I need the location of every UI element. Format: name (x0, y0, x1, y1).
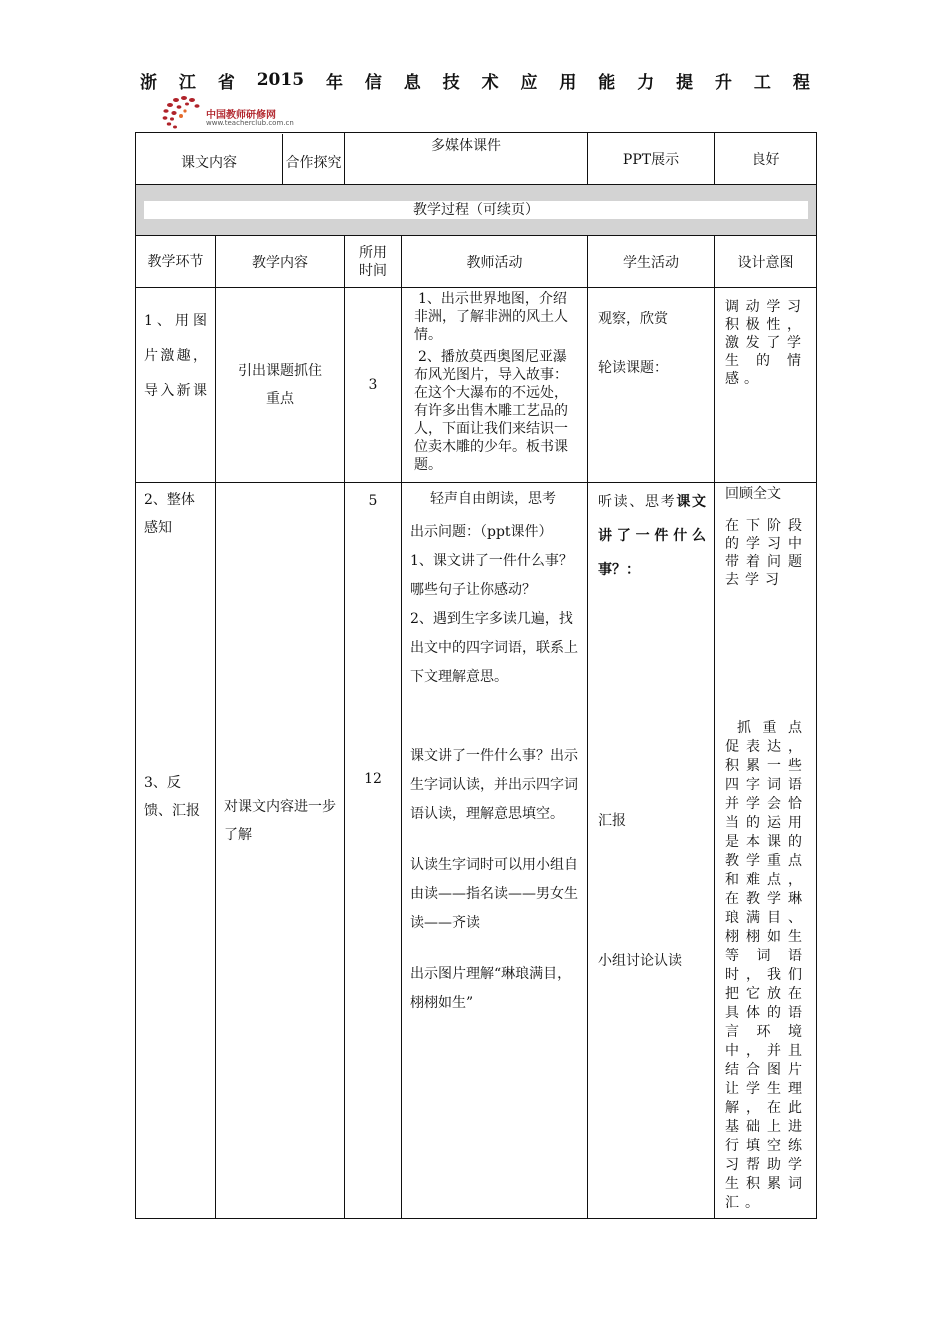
content-text: 对课文内容进一步了解 (224, 799, 336, 843)
content-cell (216, 483, 345, 1219)
col-header-teacher: 教师活动 (402, 236, 588, 288)
logo-text-en: www.teacherclub.com.cn (206, 119, 294, 127)
resource-content-label: 课文内容 (136, 134, 283, 184)
resource-media-label: 多媒体课件 (431, 138, 501, 154)
logo-flower-icon (160, 92, 208, 130)
title-char: 程 (792, 72, 810, 93)
teacher-text: 轻声自由朗读，思考 (430, 491, 556, 507)
title-char: 术 (481, 72, 499, 93)
table-row (136, 483, 817, 1219)
process-band-row (136, 185, 817, 236)
title-char: 息 (403, 72, 421, 93)
resource-result-label: 良好 (715, 133, 817, 185)
col-header-student: 学生活动 (588, 236, 715, 288)
title-char: 提 (676, 72, 694, 93)
title-char: 技 (442, 72, 460, 93)
col-header-content: 教学内容 (216, 236, 345, 288)
content-cell: 引出课题抓住重点 (216, 288, 345, 483)
teacher-text: 2、播放莫西奥图尼亚瀑布风光图片，导入故事：在这个大瀑布的不远处，有许多出售木雕工艺品的人，下面让我们来结识一位卖木雕的少年。板书课题。 (414, 349, 568, 473)
process-band (136, 185, 817, 236)
process-band-label: 教学过程（可续页） (144, 201, 808, 219)
resource-method-label: 合作探究 (285, 154, 342, 171)
title-char: 信 (364, 72, 382, 93)
title-char: 能 (598, 72, 616, 93)
stage-text: 3、反馈、汇报 (144, 775, 200, 819)
intent-text: 抓重点促表达，积累一些四字词语并学会恰当的运用是本课的教学重点和难点，在教学琳琅满目、栩栩如生等词语时，我们把它放在具体的语言环境中，并且结合图片让学生理解，在此基础上进行填空练习帮助学生积累词汇。 (725, 720, 808, 1211)
teacher-text: 认读生字词时可以用小组自由读——指名读——男女生读——齐读 (410, 857, 578, 931)
student-question-bold: 课文讲了一件什么事？： (598, 494, 707, 578)
student-text-group (598, 485, 706, 587)
document-header-title (140, 68, 810, 92)
student-activity-cell (588, 483, 715, 1219)
resource-row (136, 133, 817, 185)
stage-text: 1、用图片激趣，导入新课 (144, 313, 207, 399)
stage-cell (136, 483, 216, 1219)
time-cell (345, 483, 402, 1219)
time-text: 5 (368, 493, 378, 509)
student-text: 听读、思考 (598, 494, 677, 510)
time-text: 12 (364, 771, 382, 787)
resource-cell-content (136, 133, 345, 185)
lesson-plan-table (135, 132, 817, 1219)
title-char: 浙 (140, 72, 157, 93)
title-char: 用 (559, 72, 577, 93)
student-text: 轮读课题： (598, 360, 668, 376)
intent-cell (715, 483, 817, 1219)
time-cell: 3 (345, 288, 402, 483)
col-header-stage: 教学环节 (136, 236, 216, 288)
teacher-text: 1、出示世界地图，介绍非洲，了解非洲的风土人情。 (414, 291, 568, 343)
title-char: 工 (753, 72, 771, 93)
teacher-text: 课文讲了一件什么事？出示生字词认读，并出示四字词语认读，理解意思填空。 (410, 748, 578, 822)
teacher-text: 2、遇到生字多读几遍，找出文中的四字词语，联系上下文理解意思。 (410, 611, 578, 685)
stage-cell (136, 288, 216, 483)
logo-text-cn: 中国教师研修网 (206, 110, 276, 121)
title-char: 省 (217, 72, 235, 93)
teacher-text: 1、课文讲了一件什么事？哪些句子让你感动？ (410, 553, 573, 598)
teacher-activity-cell (402, 288, 588, 483)
resource-media-cell (345, 133, 588, 185)
resource-display-label: PPT展示 (588, 133, 715, 185)
title-char: 应 (520, 72, 538, 93)
intent-text: 调动学习积极性，激发了学生的情感。 (725, 299, 806, 387)
table-row (136, 288, 817, 483)
col-header-time: 所用时间 (345, 236, 402, 288)
title-char: 力 (637, 72, 655, 93)
intent-text: 在下阶段的学习中带着问题去学习 (725, 518, 808, 588)
teacher-activity-cell (402, 483, 588, 1219)
title-char: 2015 (256, 70, 305, 90)
student-activity-cell (588, 288, 715, 483)
intent-cell (715, 288, 817, 483)
teacher-text: 出示问题：（ppt课件） (410, 524, 553, 540)
col-header-intent: 设计意图 (715, 236, 817, 288)
title-char: 年 (325, 72, 343, 93)
column-header-row (136, 236, 817, 288)
student-text: 观察，欣赏 (598, 311, 668, 327)
teacherclub-logo (160, 92, 300, 130)
title-char: 江 (178, 72, 196, 93)
student-text: 汇报 (598, 813, 626, 829)
teacher-text: 出示图片理解“琳琅满目，栩栩如生” (410, 966, 572, 1011)
stage-text: 2、整体感知 (144, 492, 195, 536)
title-char: 升 (715, 72, 733, 93)
student-text: 小组讨论认读 (598, 953, 682, 969)
intent-text: 回顾全文 (725, 486, 781, 502)
